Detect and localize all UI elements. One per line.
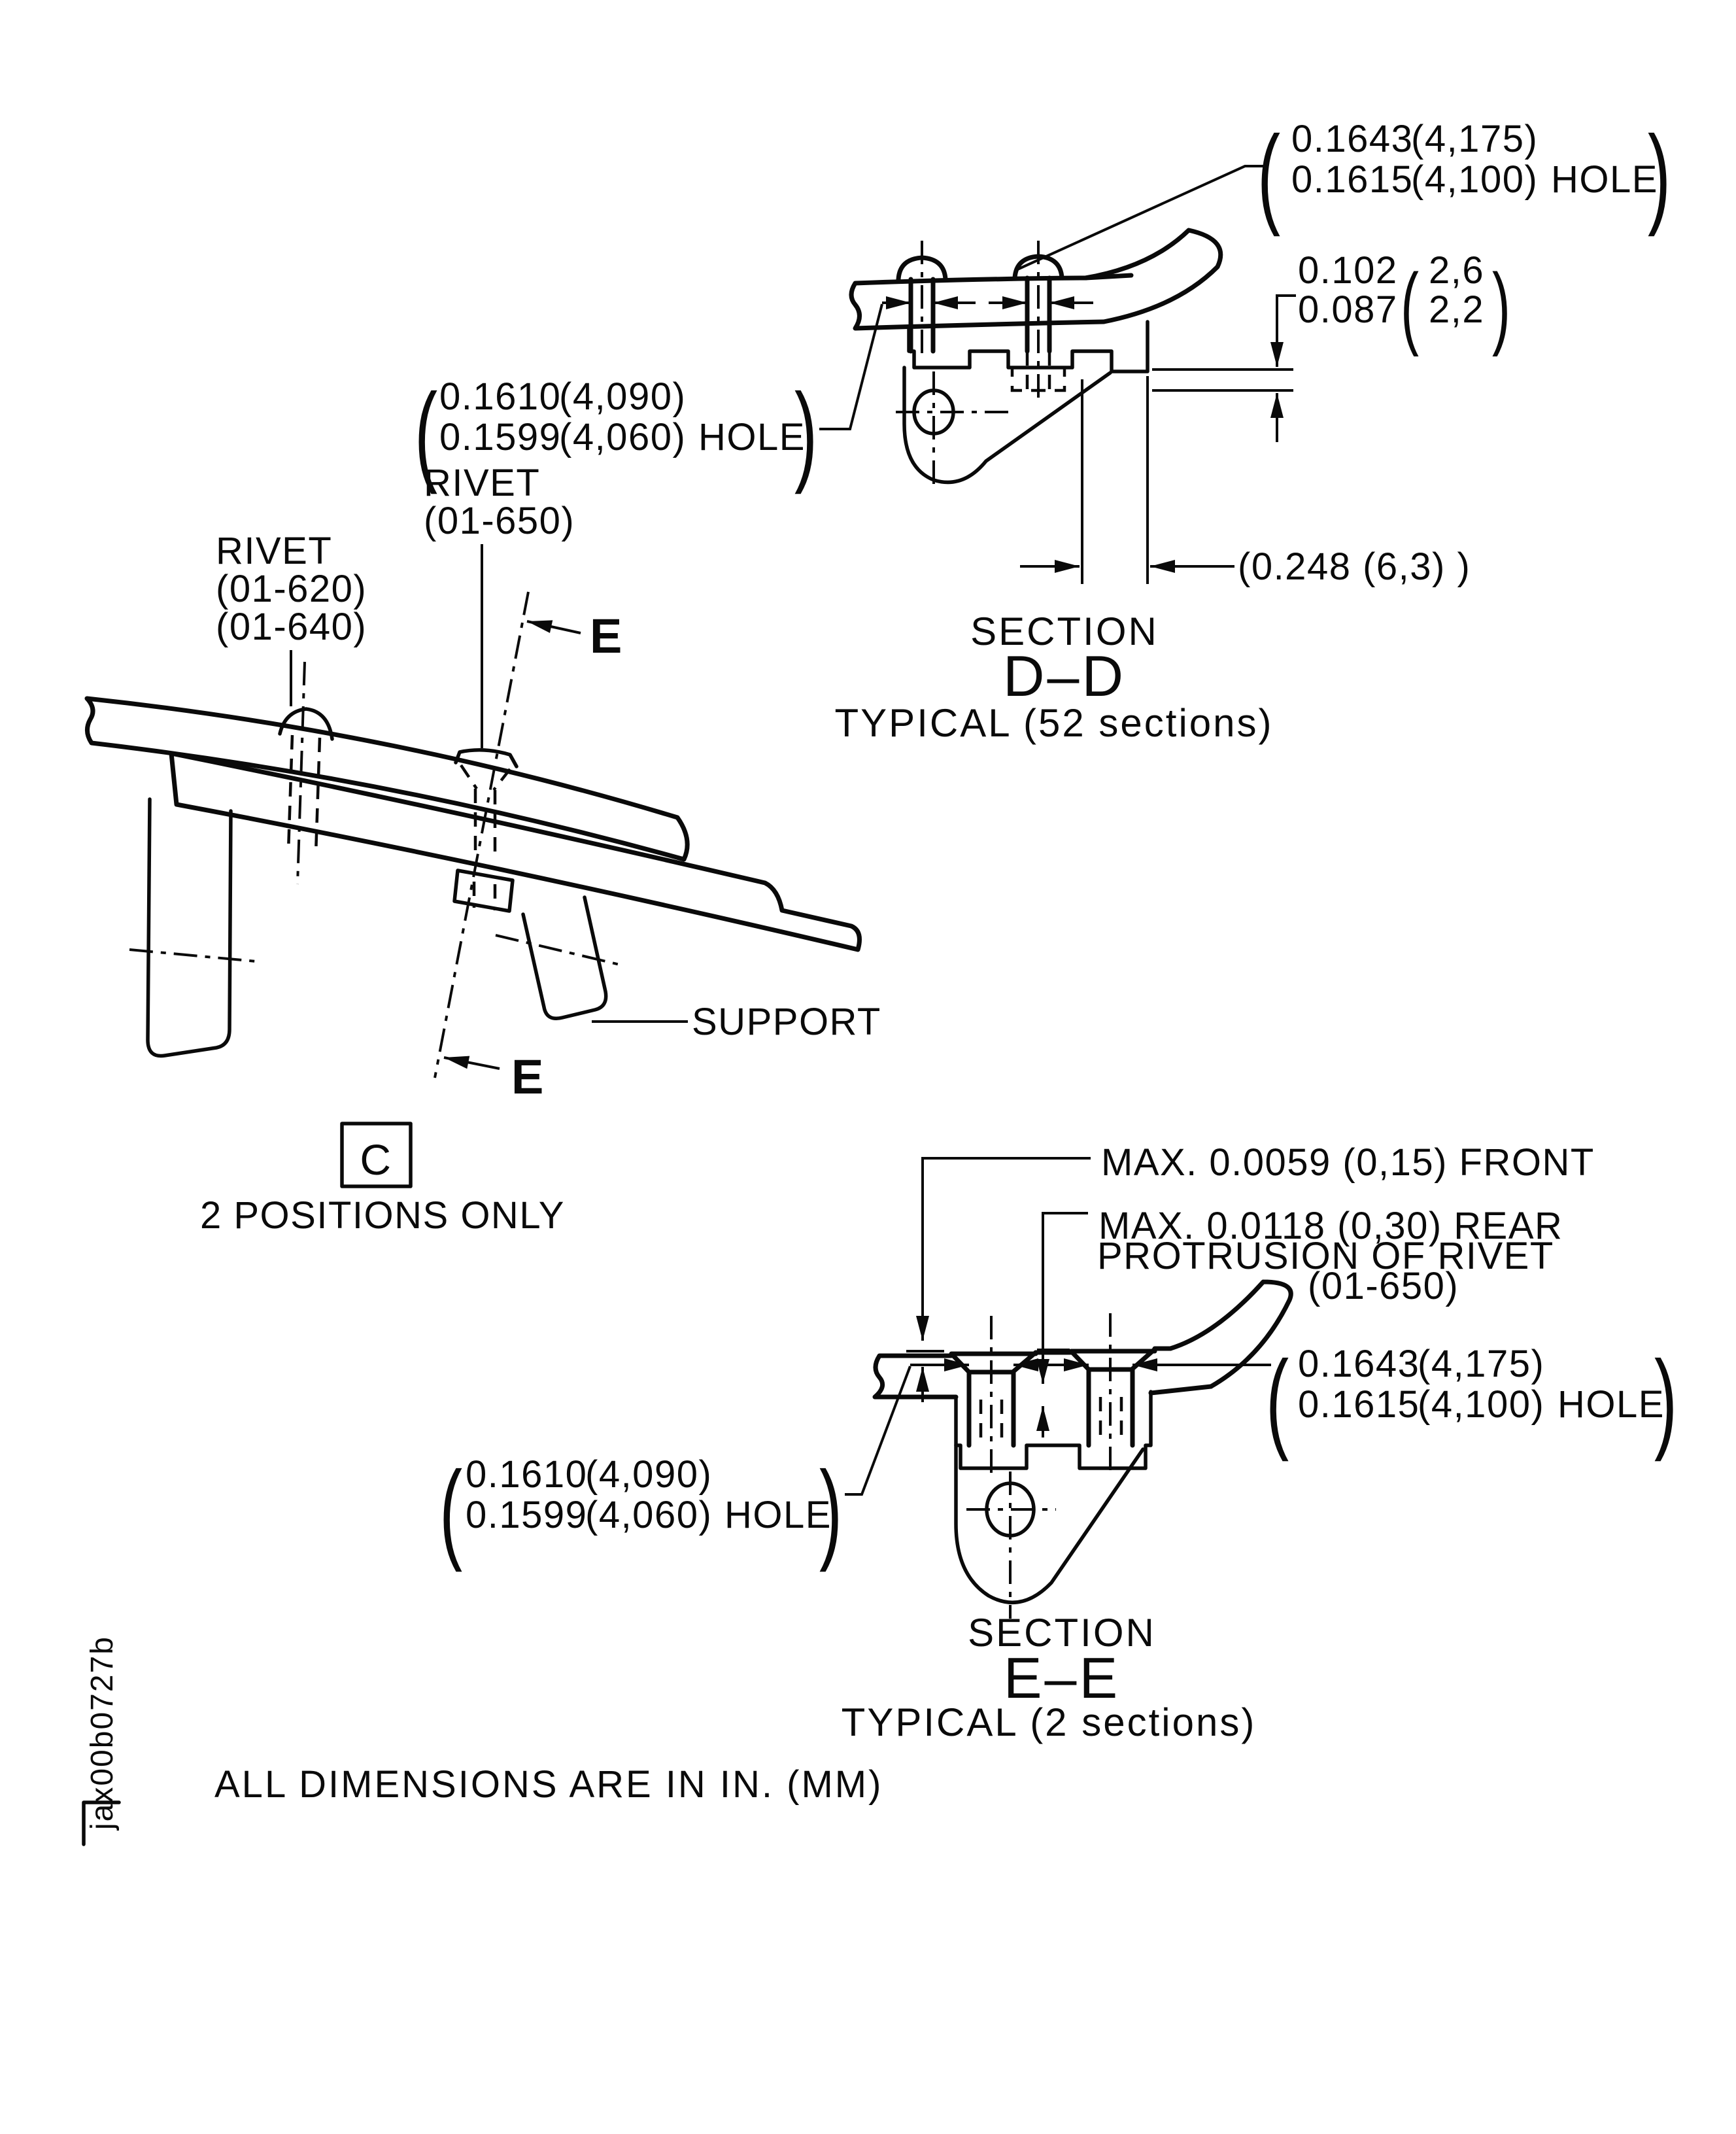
dd-top-mm2: (4,100) [1411, 158, 1539, 201]
ee-right-in2: 0.1615 [1298, 1383, 1420, 1426]
dd-drawing [851, 230, 1221, 485]
ee-left-paren-close: ) [819, 1448, 843, 1573]
ee-left-paren-open: ( [439, 1448, 463, 1573]
dd-left-hole-word: HOLE [698, 416, 806, 458]
ee-rear-text-l3: (01-650) [1308, 1265, 1459, 1307]
dd-title-line2: D–D [1002, 644, 1127, 708]
section-ee [439, 1141, 1677, 1744]
ee-rivet-hidden-cores [981, 1397, 1121, 1440]
dd-left-paren-close: ) [794, 370, 818, 495]
asm-e-arrow-bottom [444, 1058, 500, 1069]
dd-left-mm2: (4,060) [559, 416, 687, 458]
ee-left-in1: 0.1610 [466, 1453, 588, 1496]
ee-left-mm1: (4,090) [585, 1453, 713, 1496]
asm-rivet-label-left [216, 530, 367, 706]
dd-title [835, 610, 1274, 745]
dd-top-paren-close: ) [1648, 112, 1671, 237]
ee-drawing [875, 1282, 1291, 1619]
dd-top-callout-leader [1017, 166, 1263, 269]
asm-rivet-right-l1: RIVET [424, 462, 541, 504]
ee-title [842, 1611, 1257, 1744]
ee-right-paren-open: ( [1266, 1337, 1289, 1462]
ee-datum-ticks [906, 1350, 1070, 1351]
ee-right-mm1: (4,175) [1418, 1343, 1545, 1385]
dd-width-text: (0.248 (6,3) ) [1238, 545, 1471, 588]
asm-e-arrow-top [527, 621, 581, 633]
ee-front-leader [923, 1158, 1091, 1305]
ee-left-mm2: (4,060) [585, 1494, 713, 1536]
dd-left-in1: 0.1610 [439, 375, 562, 418]
asm-rivet1-hidden-shank [288, 735, 320, 854]
asm-positions-note: 2 POSITIONS ONLY [200, 1194, 565, 1237]
ee-right-paren-close: ) [1654, 1337, 1678, 1462]
dd-thickness-elbow [1277, 296, 1296, 341]
dd-flange [1085, 230, 1221, 322]
dd-thickness-paren-close: ) [1492, 254, 1510, 358]
dd-top-in1: 0.1643 [1291, 118, 1414, 160]
dd-width-dim [1020, 376, 1471, 588]
dd-title-line3: TYPICAL (52 sections) [834, 701, 1274, 745]
asm-support-strip [171, 753, 859, 950]
asm-rail [87, 698, 687, 859]
figure-code-vertical: jax00b0727b [85, 1636, 120, 1830]
footer [84, 1636, 883, 1844]
ee-front-text: MAX. 0.0059 (0,15) FRONT [1101, 1141, 1595, 1184]
asm-e-label-top: E [590, 609, 622, 663]
ee-title-line3: TYPICAL (2 sections) [841, 1700, 1257, 1744]
asm-rivet-label-right [424, 462, 575, 748]
asm-e-label-bottom: E [511, 1050, 544, 1104]
asm-rivet2-tab [454, 870, 513, 911]
asm-detail-letter: C [360, 1135, 392, 1184]
dd-top-in2: 0.1615 [1291, 158, 1414, 201]
asm-rivet-left-l3: (01-640) [216, 606, 367, 648]
asm-rivet-right-l2: (01-650) [424, 500, 575, 542]
asm-left-leg [148, 799, 231, 1056]
asm-rivet-left-l2: (01-620) [216, 568, 367, 610]
dd-thickness-mm1: 2,6 [1429, 249, 1485, 292]
dd-left-mm1: (4,090) [559, 375, 687, 418]
ee-rear-text-l2: PROTRUSION OF RIVET [1097, 1235, 1554, 1277]
ee-right-mm2: (4,100) [1418, 1383, 1545, 1426]
dd-left-paren-open: ( [415, 370, 438, 495]
asm-rivet-left-l1: RIVET [216, 530, 333, 572]
dd-title-line1: SECTION [970, 610, 1159, 653]
dd-top-hole-word: HOLE [1551, 158, 1658, 201]
dd-top-paren-open: ( [1257, 112, 1281, 237]
asm-support-label: SUPPORT [692, 1001, 881, 1043]
dd-top-mm1: (4,175) [1411, 118, 1539, 160]
dd-thickness-in2: 0.087 [1298, 288, 1398, 331]
ee-title-line1: SECTION [968, 1611, 1156, 1655]
ee-left-in2: 0.1599 [466, 1494, 588, 1536]
ee-title-line2: E–E [1003, 1645, 1121, 1710]
dd-left-callout-leader [819, 304, 882, 429]
ee-left-callout-leader [845, 1366, 910, 1494]
ee-right-hole-word: HOLE [1557, 1383, 1665, 1426]
ee-hole-callout-left [439, 1366, 910, 1572]
dd-width-ext-lines [1082, 376, 1148, 584]
ee-rivet1 [951, 1352, 1036, 1445]
dd-thickness-in1: 0.102 [1298, 249, 1398, 292]
dd-thickness-ext-lines [1152, 370, 1293, 390]
dd-hole-tab [904, 368, 1110, 482]
ee-right-in1: 0.1643 [1298, 1343, 1420, 1385]
ee-rear-leader [1043, 1213, 1088, 1347]
dd-thickness-paren-open: ( [1401, 254, 1419, 358]
asm-right-leg-centerline [496, 935, 622, 965]
dd-thickness-mm2: 2,2 [1429, 288, 1485, 331]
units-note: ALL DIMENSIONS ARE IN IN. (MM) [214, 1763, 883, 1806]
dd-hole-callout-top [1017, 112, 1671, 269]
ee-hole-callout-right [1266, 1337, 1677, 1462]
ee-centerlines [966, 1313, 1110, 1619]
assembly-view [87, 462, 881, 1237]
ee-rear-text-l1: MAX. 0.0118 (0,30) REAR [1098, 1205, 1563, 1247]
ee-left-hole-word: HOLE [724, 1494, 832, 1536]
dd-left-in2: 0.1599 [439, 416, 562, 458]
